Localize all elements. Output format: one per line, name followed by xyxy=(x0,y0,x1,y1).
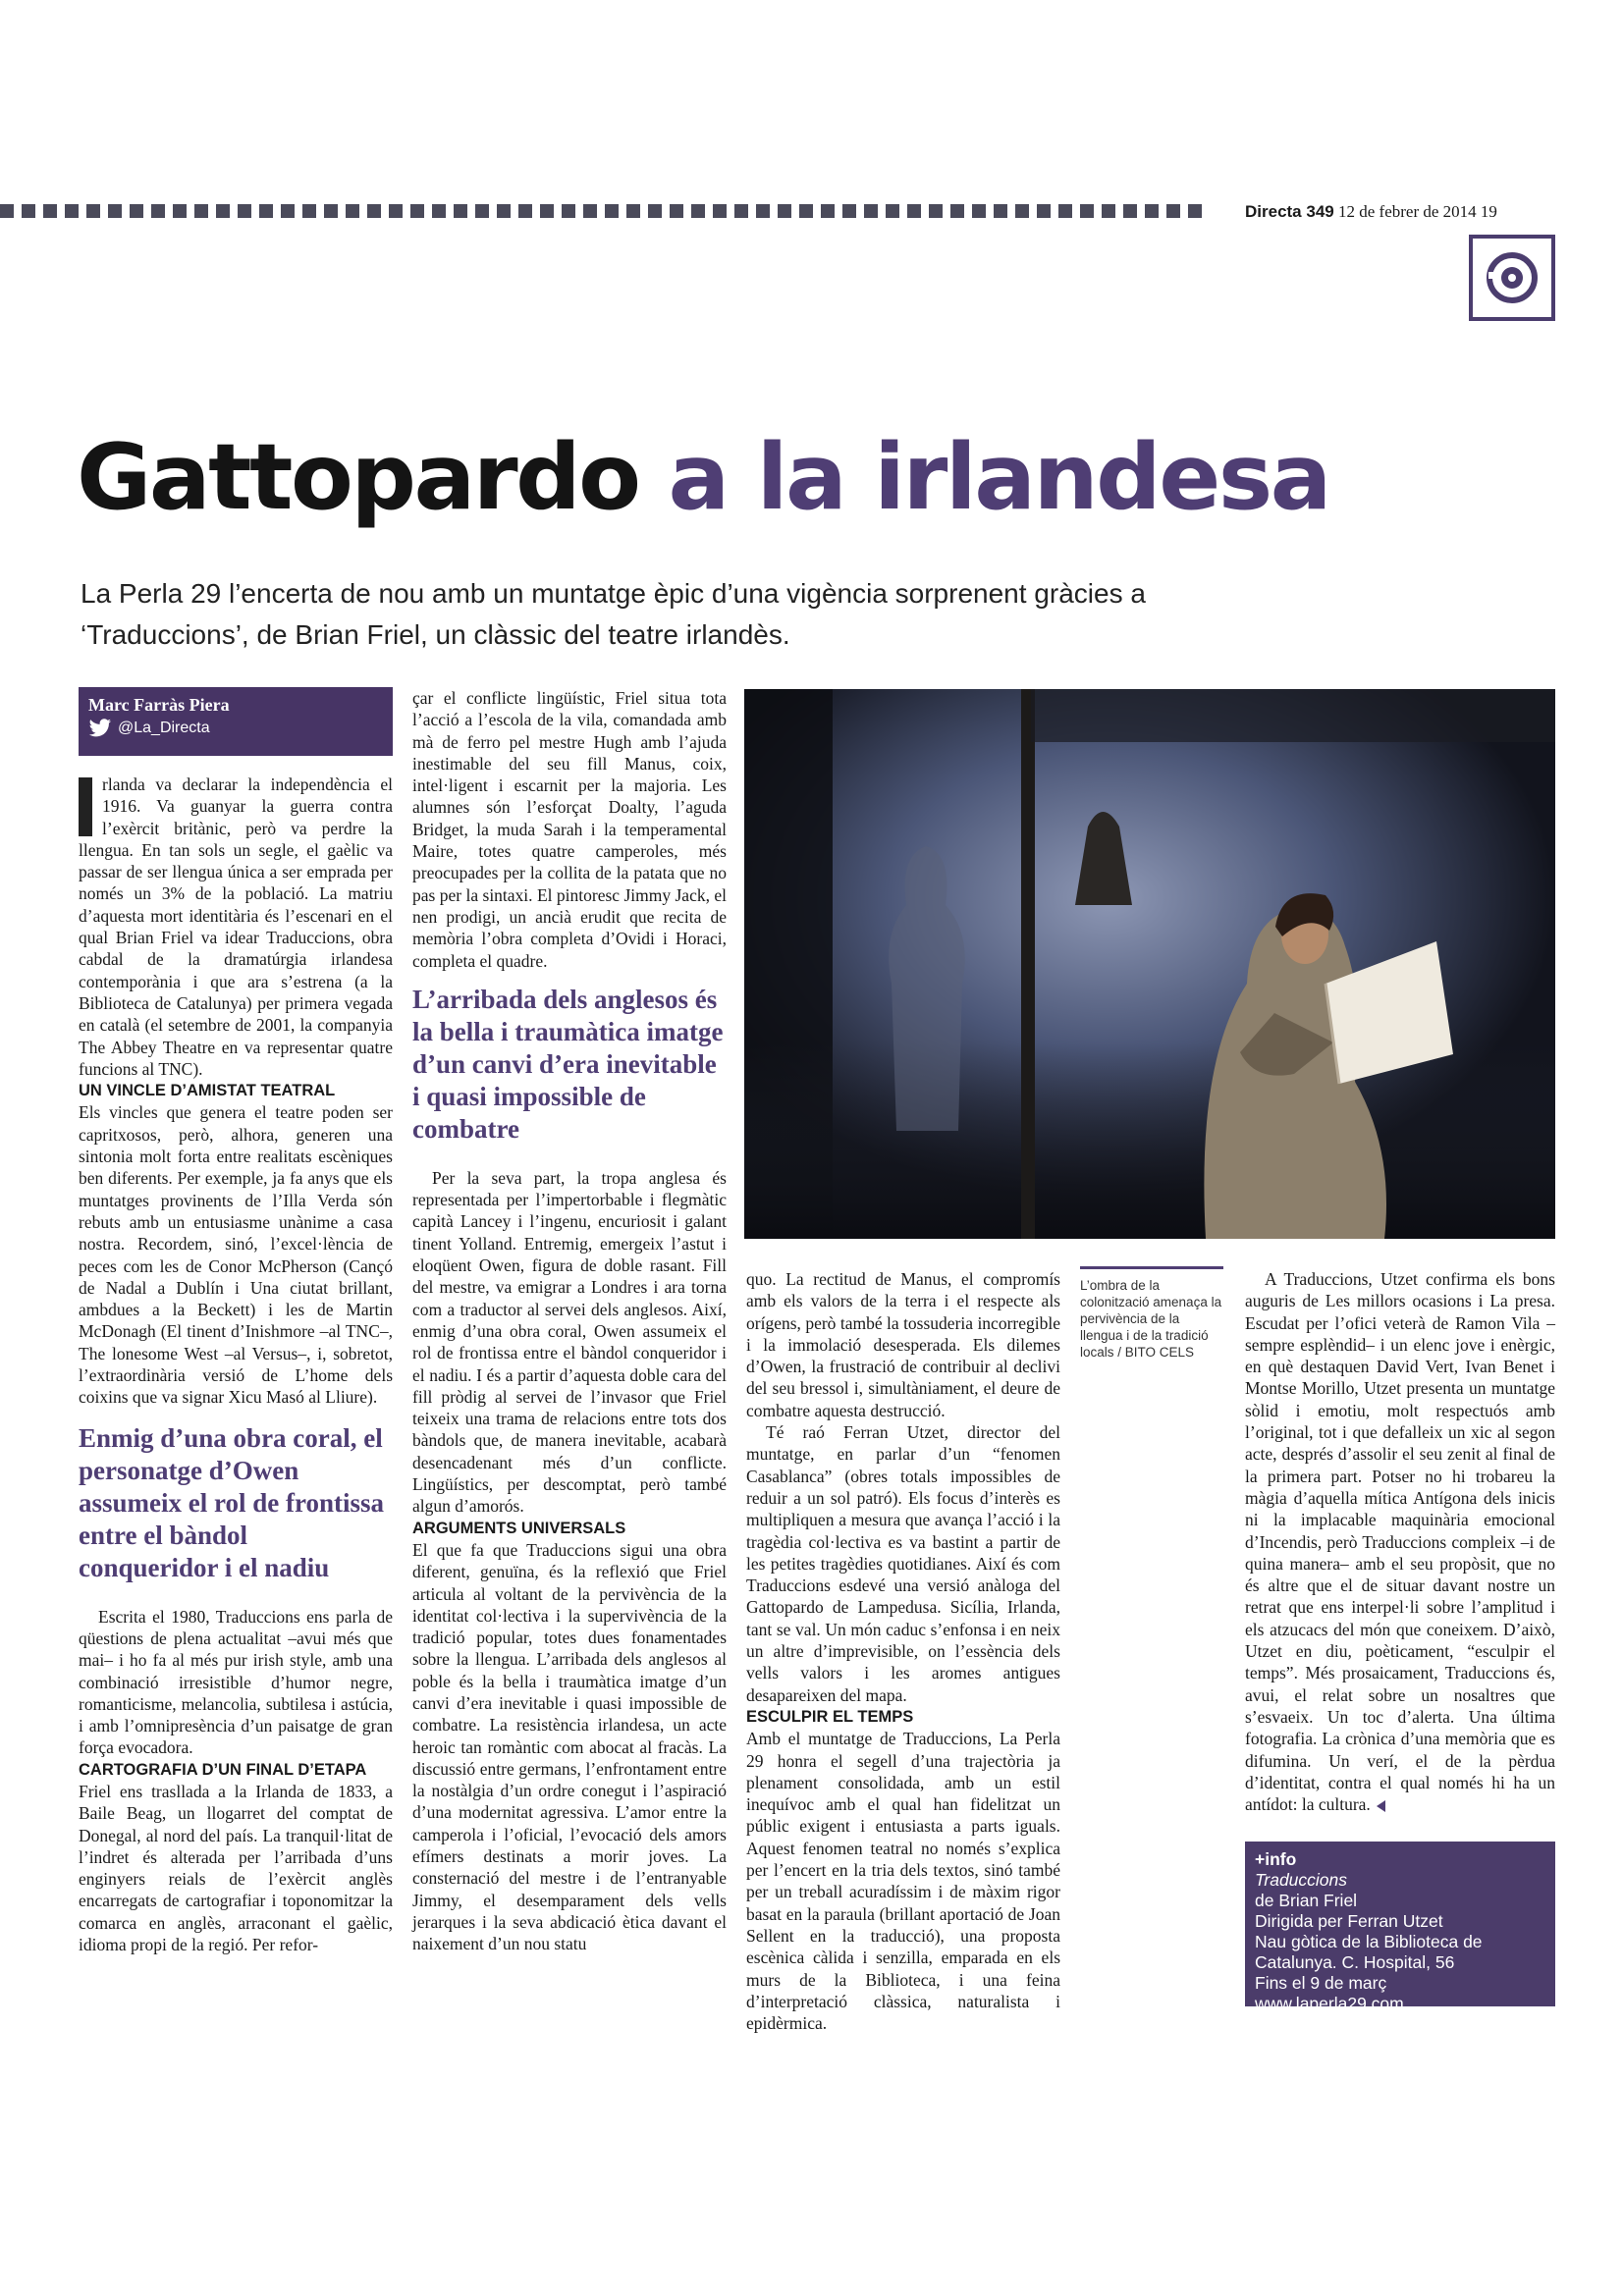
rule-dot xyxy=(22,204,35,218)
subheadline: La Perla 29 l’encerta de nou amb un muntatge èpic d’una vigència sorprenent gràcies a ‘Traduccions’, de Brian Friel, un clàssic del teatre irlandès. xyxy=(81,578,1146,650)
article-photo xyxy=(744,689,1555,1239)
rule-dot xyxy=(1037,204,1051,218)
rule-dot xyxy=(259,204,273,218)
decorative-dot-rule xyxy=(0,204,1229,218)
rule-dot xyxy=(972,204,986,218)
body-paragraph: rlanda va declarar la independència el 1916. Va guanyar la guerra contra l’exèrcit britànic, però va perdre la llengua. En tan sols un segle, el gaèlic va passar de ser llengua única a ser emprada per només un 3% de la població. La matriu d’aquesta mort identitària és l’escenari en el qual Brian Friel va idear Traduccions, obra cabdal de la dramatúrgia irlandesa contemporània i que ara s’estrena (a la Biblioteca de Catalunya) per primera vegada en català (el setembre de 2001, la companyia The Abbey Theatre en va representar quatre funcions al TNC). xyxy=(79,774,393,1079)
body-paragraph: Els vincles que genera el teatre poden ser capritxosos, però, alhora, generen una sintonia molt forta entre realitats escèniques ben diferents. Per exemple, ja fa anys que els muntatges provinents de l’Illa Verda són rebuts amb un entusiasme unànime a casa nostra. Recordem, sinó, l’excel·lència de peces com les de Conor McPherson (Cançó de Nadal a Dublín i Una ciutat brillant, ambdues a la Beckett) i les de Martin McDonagh (El tinent d’Inishmore –al TNC–, The lonesome West –al Versus–, i, sobretot, l’extraordinària versió de L’home dels coixins que va signar Xicu Masó al Lliure). xyxy=(79,1102,393,1408)
article-column-2 xyxy=(412,687,727,1955)
body-paragraph: quo. La rectitud de Manus, el compromís amb els valors de la terra i el respecte als orígens, però també la tossuderia incorregible i la immolació desesperada. Els dilemes d’Owen, la frustració de contribuir al declivi del seu bressol i, simultàniament, el deure de combatre aquesta destrucció. xyxy=(746,1269,1060,1420)
rule-dot xyxy=(842,204,856,218)
rule-dot xyxy=(281,204,295,218)
rule-dot xyxy=(562,204,575,218)
rule-dot xyxy=(886,204,899,218)
info-author: de Brian Friel xyxy=(1255,1891,1358,1910)
rule-dot xyxy=(475,204,489,218)
rule-dot xyxy=(86,204,100,218)
rule-dot xyxy=(864,204,878,218)
info-website-link[interactable]: www.laperla29.com xyxy=(1255,1994,1404,2013)
rule-dot xyxy=(605,204,619,218)
byline xyxy=(79,687,393,756)
section-heading: UN VINCLE D’AMISTAT TEATRAL xyxy=(79,1082,336,1100)
section-heading: CARTOGRAFIA D’UN FINAL D’ETAPA xyxy=(79,1760,367,1779)
author-name: Marc Farràs Piera xyxy=(88,695,230,715)
info-director: Dirigida per Ferran Utzet xyxy=(1255,1911,1443,1931)
rule-dot xyxy=(410,204,424,218)
rule-dot xyxy=(108,204,122,218)
article-column-1 xyxy=(79,687,393,1955)
rule-dot xyxy=(648,204,662,218)
info-venue: Nau gòtica de la Biblioteca de Catalunya. C. Hospital, 56 xyxy=(1255,1932,1483,1972)
rule-dot xyxy=(540,204,554,218)
rule-dot xyxy=(799,204,813,218)
info-heading: +info xyxy=(1255,1849,1297,1869)
rule-dot xyxy=(929,204,943,218)
pull-quote: L’arribada dels anglesos és la bella i traumàtica imatge d’un canvi d’era inevitable i quasi impossible de combatre xyxy=(412,984,724,1144)
rule-dot xyxy=(756,204,770,218)
rule-dot xyxy=(670,204,683,218)
twitter-bird-icon xyxy=(88,719,112,738)
rule-dot xyxy=(1188,204,1202,218)
rule-dot xyxy=(778,204,791,218)
info-title: Traduccions xyxy=(1255,1870,1348,1890)
publication-name: Directa 349 xyxy=(1245,202,1334,221)
rule-dot xyxy=(151,204,165,218)
headline-part-1: Gattopardo xyxy=(77,424,639,530)
masthead xyxy=(1245,202,1497,222)
rule-dot xyxy=(216,204,230,218)
rule-dot xyxy=(518,204,532,218)
section-heading: ARGUMENTS UNIVERSALS xyxy=(412,1519,626,1537)
rule-dot xyxy=(497,204,511,218)
drop-cap xyxy=(79,777,92,836)
rule-dot xyxy=(583,204,597,218)
page-number: 19 xyxy=(1480,202,1497,221)
rule-dot xyxy=(43,204,57,218)
directa-logo-icon xyxy=(1469,235,1555,321)
rule-dot xyxy=(907,204,921,218)
issue-date: 12 de febrer de 2014 xyxy=(1337,202,1477,221)
body-paragraph: Escrita el 1980, Traduccions ens parla de qüestions de plena actualitat –avui més que mai– i ho fa al més pur irish style, amb una combinació irresistible d’humor negre, romanticisme, melancolia, subtilesa i astúcia, i amb l’omnipresència d’un paisatge de gran força evocadora. xyxy=(79,1606,393,1758)
rule-dot xyxy=(713,204,727,218)
rule-dot xyxy=(821,204,835,218)
rule-dot xyxy=(626,204,640,218)
headline-part-2: a la irlandesa xyxy=(668,424,1329,530)
rule-dot xyxy=(324,204,338,218)
rule-dot xyxy=(302,204,316,218)
rule-dot xyxy=(950,204,964,218)
article-column-3 xyxy=(746,1268,1060,2034)
rule-dot xyxy=(734,204,748,218)
headline xyxy=(77,424,1329,530)
rule-dot xyxy=(173,204,187,218)
rule-dot xyxy=(994,204,1007,218)
rule-dot xyxy=(691,204,705,218)
twitter-handle[interactable] xyxy=(88,716,383,741)
body-paragraph: çar el conflicte lingüístic, Friel situa tota l’acció a l’escola de la vila, comandada amb mà de ferro pel mestre Hugh amb l’ajuda inestimable del seu fill Manus, coix, intel·ligent i escarnit per la majoria. Les alumnes són l’esforçat Doalty, l’aguda Bridget, la muda Sarah i la temperamental Maire, totes quatre camperoles, més preocupades per la collita de la patata que no pas per la sintaxi. El pintoresc Jimmy Jack, el nen prodigi, un ancià erudit que recita de memòria l’obra completa d’Ovidi i Horaci, completa el quadre. xyxy=(412,688,727,971)
rule-dot xyxy=(238,204,251,218)
pull-quote: Enmig d’una obra coral, el personatge d’Owen assumeix el rol de frontissa entre el bàndol conqueridor i el nadiu xyxy=(79,1422,385,1582)
body-paragraph: A Traduccions, Utzet confirma els bons auguris de Les millors ocasions i La presa. Escudat per l’ofici veterà de Ramon Vila –sempre esplèndid– i un elenc jove i enèrgic, en què destaquen David Vert, Ivan Benet i Montse Morillo, Utzet presenta un muntatge sòlid i emotiu, molt respectuós amb l’original, tot i que defalleix un xic al segon acte, després d’assolir el seu zenit al final de la primera part. Potser no hi trobareu la màgia d’aquella mítica Antígona dels inicis ni la implacable maquinària emocional d’Incendis, però Traduccions compleix –i de quina manera– amb el seu propòsit, que no és altre que el de situar davant nostre un retrat que ens interpel·li sobre l’amplitud i els atzucacs del món que coneixem. D’això, Utzet en diu, poèticament, “esculpir el temps”. Més prosaicament, Traduccions és, avui, el relat sobre un nosaltres que s’esvaeix. Un toc d’alerta. Una última fotografia. La crònica d’una memòria que es difumina. Un verí, el de la pèrdua d’identitat, contra el qual només hi ha un antídot: la cultura. xyxy=(1245,1269,1555,1815)
rule-dot xyxy=(1145,204,1159,218)
body-paragraph: Per la seva part, la tropa anglesa és representada per l’impertorbable i flegmàtic capità Lancey i l’ingenu, encuriosit i galant tinent Yolland. Entremig, emergeix l’astut i eloqüent Owen, figura de doble rasant. Fill del mestre, va emigrar a Londres i ara torna com a traductor al servei dels anglesos. Així, enmig d’una obra coral, Owen assumeix el rol de frontissa entre el bàndol conqueridor i el nadiu. I és a partir d’aquesta doble cara del fill pròdig al servei de l’invasor que Friel teixeix una trama de relacions entre tots dos bàndols que, de manera inevitable, acabarà desencadenant més d’un conflicte. Lingüístics, per descomptat, però també algun d’amorós. xyxy=(412,1167,727,1517)
rule-dot xyxy=(65,204,79,218)
info-box xyxy=(1245,1842,1555,2013)
rule-dot xyxy=(432,204,446,218)
rule-dot xyxy=(1102,204,1115,218)
rule-dot xyxy=(1123,204,1137,218)
info-dates: Fins el 9 de març xyxy=(1255,1973,1387,1993)
rule-dot xyxy=(389,204,403,218)
rule-dot xyxy=(1015,204,1029,218)
rule-dot xyxy=(454,204,467,218)
body-paragraph: Amb el muntatge de Traduccions, La Perla 29 honra el segell d’una trajectòria ja plenament consolidada, amb un estil inequívoc amb el qual han fidelitzat un públic exigent i entusiasta a parts iguals. Aquest fenomen teatral no només s’explica per l’encert en la tria dels textos, sinó també per un treball acuradíssim i de màxim rigor basat en la paraula (brillant aportació de Joan Sellent en la traducció), una proposta escènica càlida i senzilla, emparada en els murs de la Biblioteca, i una feina d’interpretació clàssica, naturalista i epidèrmica. xyxy=(746,1729,1060,2034)
rule-dot xyxy=(1058,204,1072,218)
rule-dot xyxy=(1166,204,1180,218)
photo-caption: L’ombra de la colonització amenaça la pervivència de la llengua i de la tradició locals / BITO CELS xyxy=(1080,1266,1223,1361)
rule-dot xyxy=(1080,204,1094,218)
rule-dot xyxy=(130,204,143,218)
rule-dot xyxy=(346,204,359,218)
article-column-4 xyxy=(1245,1268,1555,1815)
rule-dot xyxy=(367,204,381,218)
rule-dot xyxy=(194,204,208,218)
body-paragraph: Friel ens trasllada a la Irlanda de 1833, a Baile Beag, un llogarret del comptat de Donegal, al nord del país. La tranquil·litat de l’indret és alterada per l’arribada d’uns enginyers reials de l’exèrcit anglès encarregats de cartografiar i toponomitzar la comarca en anglès, arraconant el gaèlic, idioma propi de la regió. Per refor- xyxy=(79,1781,393,1955)
section-heading: ESCULPIR EL TEMPS xyxy=(746,1707,914,1726)
end-mark-icon xyxy=(1377,1800,1385,1812)
body-paragraph: El que fa que Traduccions sigui una obra diferent, genuïna, és la reflexió que Friel articula al voltant de la pervivència de la identitat col·lectiva i la supervivència de la tradició popular, totes dues fonamentades sobre la llengua. L’arribada dels anglesos al poble és la bella i traumàtica imatge d’un canvi d’era inevitable i quasi impossible de combatre. La resistència irlandesa, un acte heroic tan romàntic com abocat al fracàs. La discussió entre germans, l’enfrontament entre la nostàlgia d’un ordre conegut i l’aspiració d’una modernitat agressiva. L’amor entre la camperola i l’oficial, l’evocació dels amors efímers destinats a morir joves. La consternació del mestre i de l’entranyable Jimmy, el desemparament dels vells jerarques i la seva abdicació ètica davant el naixement d’un nou statu xyxy=(412,1539,727,1954)
body-paragraph: Té raó Ferran Utzet, director del muntatge, en parlar d’un “fenomen Casablanca” (obres totals impossibles de reduir a un sol patró). Els focus d’interès es multipliquen a mesura que avança l’acció i la tragèdia col·lectiva es va bastint a partir de les petites tragèdies quotidianes. Així és com Traduccions esdevé una versió anàloga del Gattopardo de Lampedusa. Sicília, Irlanda, tant se val. Un món caduc s’enfonsa i en neix un altre d’imprevisible, on l’essència dels vells valors i les aromes antigues desapareixen del mapa. xyxy=(746,1422,1060,1705)
twitter-handle-text: @La_Directa xyxy=(118,720,210,736)
rule-dot xyxy=(0,204,14,218)
